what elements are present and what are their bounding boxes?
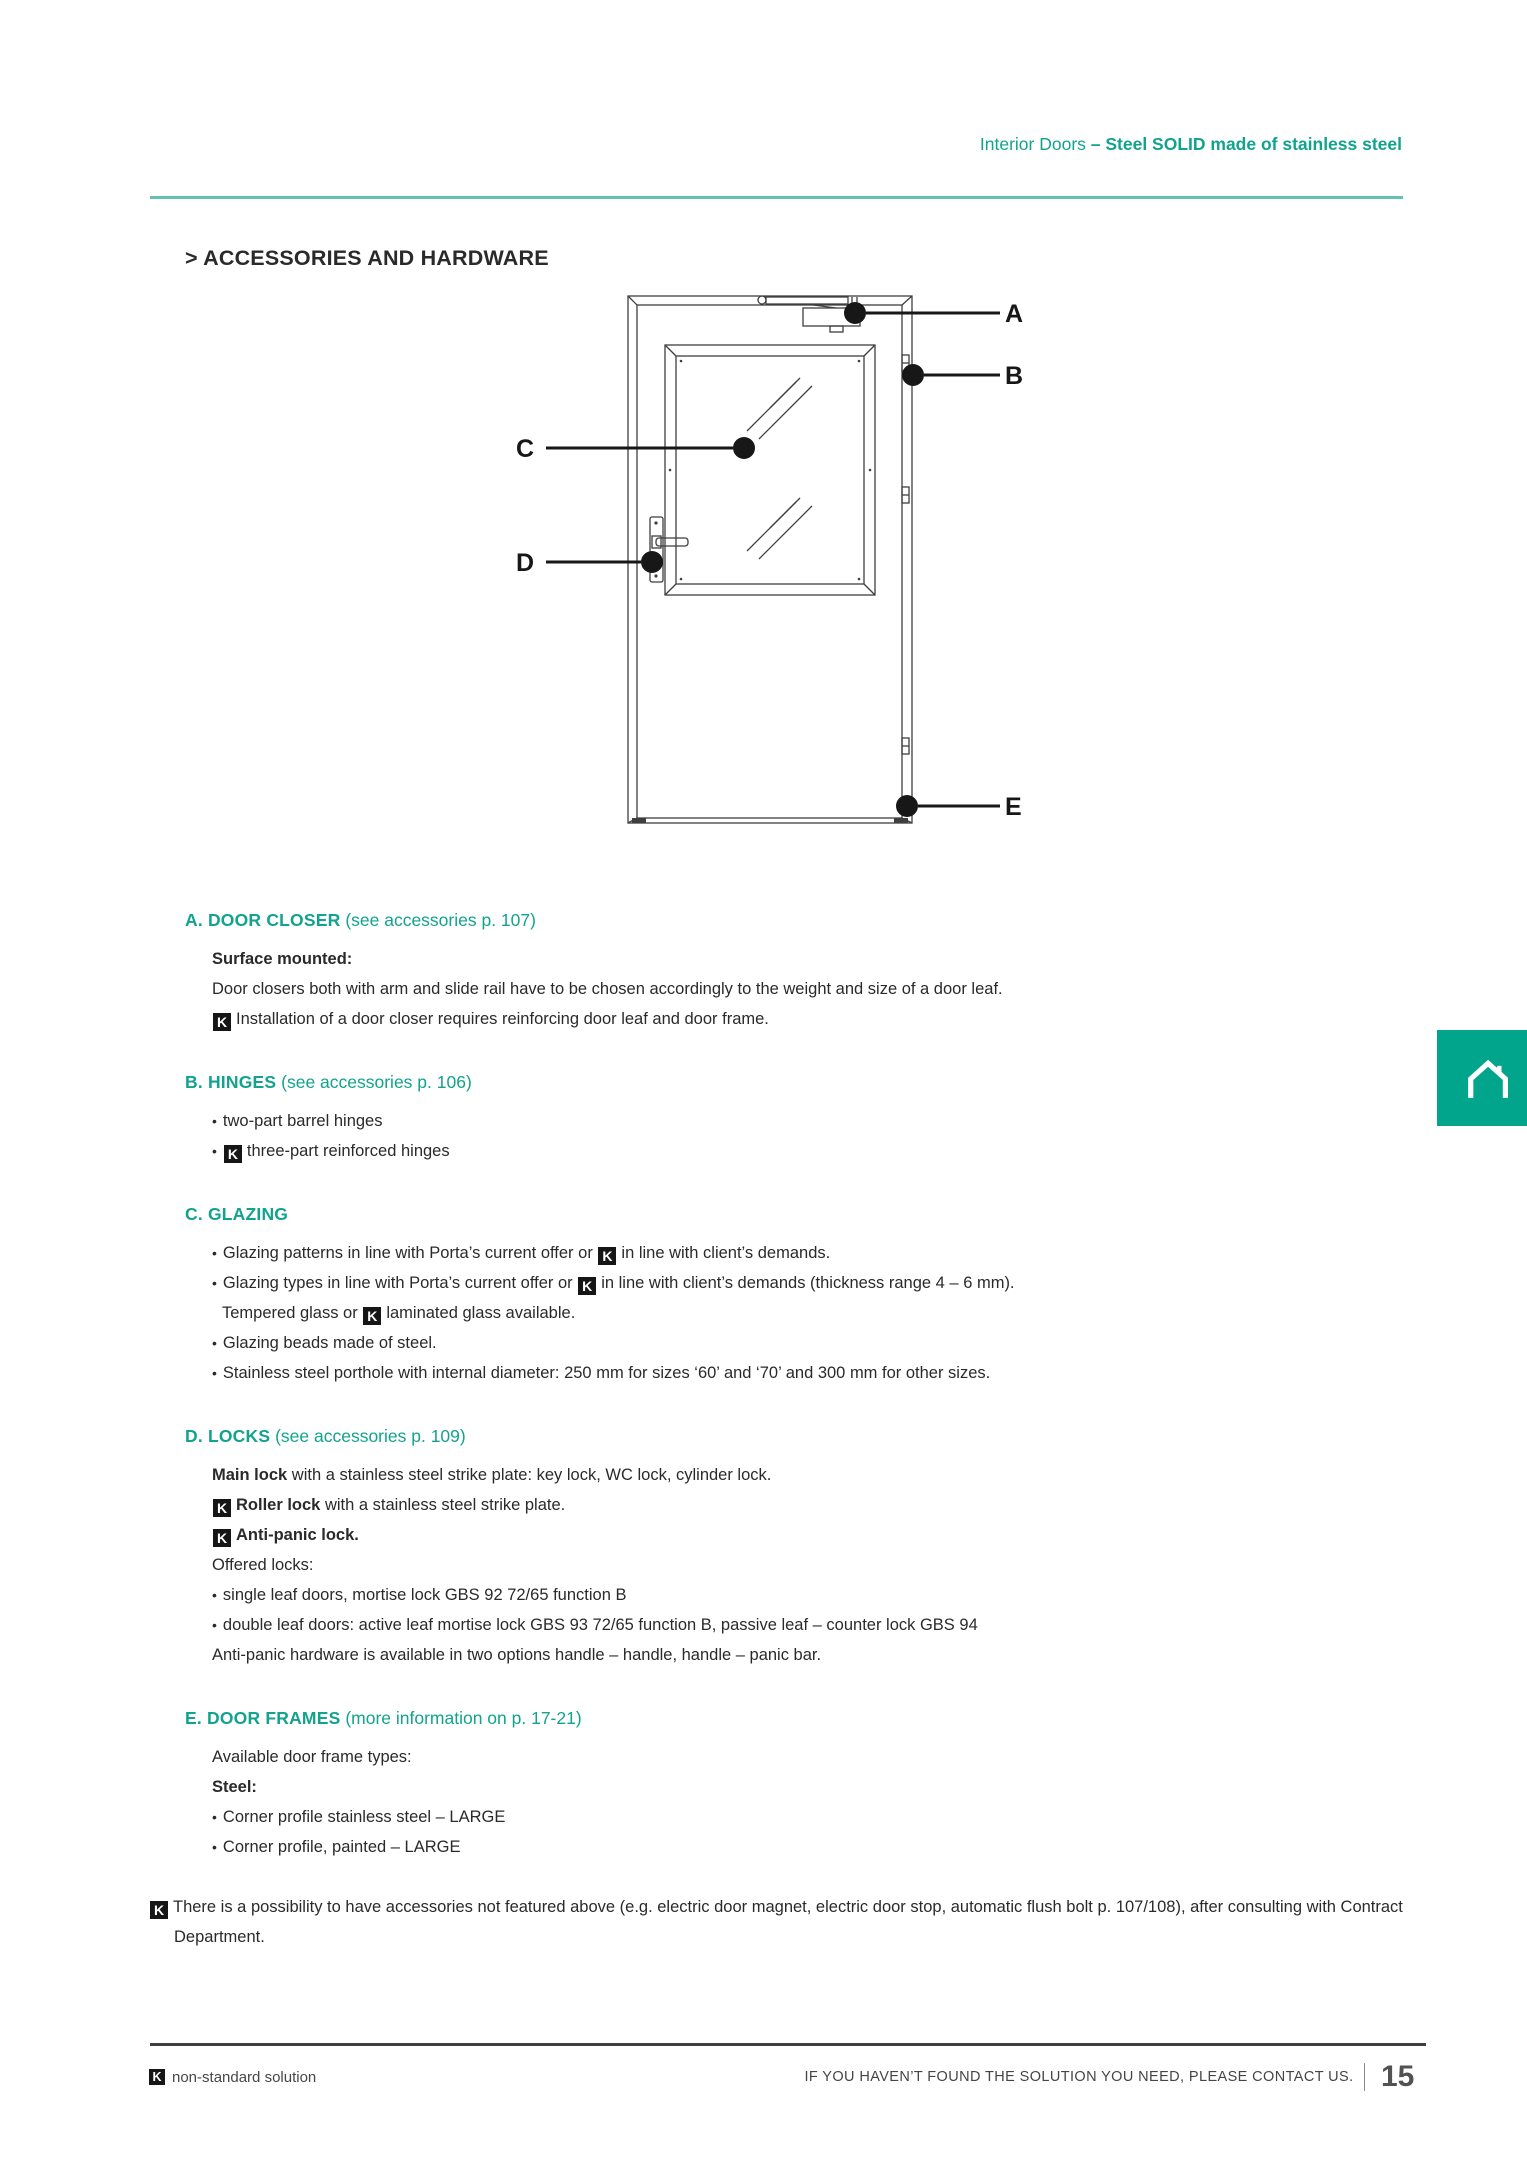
bullet-line [150,1328,1430,1358]
hinge-marks [902,355,909,754]
text-run: Anti-panic hardware is available in two options handle – handle, handle – panic bar. [212,1646,822,1664]
text-bold: Steel: [212,1778,257,1796]
text-line [150,944,1430,974]
section-heading [150,1202,1430,1226]
chapter-tab [1437,1030,1527,1126]
non-standard-k-icon: K [150,1901,168,1919]
section-heading-note: (see accessories p. 109) [270,1426,466,1446]
non-standard-k-icon: K [224,1145,242,1163]
text-line [150,1460,1430,1490]
text-run: with a stainless steel strike plate: key lock, WC lock, cylinder lock. [287,1466,772,1484]
non-standard-k-icon: K [149,2069,165,2085]
text-run: laminated glass available. [386,1304,576,1322]
text-run: three-part reinforced hinges [246,1142,450,1160]
text-run: Corner profile, painted – LARGE [222,1838,461,1856]
callout-label-a: A [1005,300,1024,328]
bullet-line [150,1358,1430,1388]
non-standard-k-icon: K [213,1529,231,1547]
text-run: Glazing patterns in line with Porta’s current offer or [222,1244,598,1262]
section-heading-title: E. DOOR FRAMES [185,1708,341,1728]
section [150,1424,1430,1670]
door-foot-left [632,818,646,823]
text-line [150,974,1430,1004]
text-run: Installation of a door closer requires reinforcing door leaf and door frame. [236,1010,769,1028]
header-rule [150,196,1403,199]
bullet-line [150,1580,1430,1610]
footer-legend-label: non-standard solution [172,2068,317,2086]
header-title-prefix: Interior Doors [979,134,1091,154]
text-run: Offered locks: [212,1556,314,1574]
text-run: Available door frame types: [212,1748,412,1766]
text-run: Door closers both with arm and slide rail have to be chosen accordingly to the weight and size of a door leaf. [212,980,1003,998]
callout-dot-b [902,364,924,386]
footer-contact-text: IF YOU HAVEN’T FOUND THE SOLUTION YOU NEED, PLEASE CONTACT US. [804,2069,1354,2085]
home-icon [1456,1052,1508,1104]
section-heading [150,908,1430,932]
callout-dots [641,302,924,817]
bullet-line [150,1106,1430,1136]
callout-dot-e [896,795,918,817]
text-bold: Anti-panic lock. [236,1526,359,1544]
text-line [150,1742,1430,1772]
section-heading-note: (more information on p. 17-21) [340,1708,582,1728]
bullet-line [150,1610,1430,1640]
callout-dot-a [844,302,866,324]
callout-label-c: C [516,435,535,463]
section-heading-title: A. DOOR CLOSER [185,910,341,930]
text-line [150,1298,1430,1328]
text-run: in line with client’s demands. [621,1244,831,1262]
callout-dot-d [641,551,663,573]
bullet-line [150,1802,1430,1832]
bullet-line [150,1238,1430,1268]
text-run: with a stainless steel strike plate. [320,1496,566,1514]
bullet-line [150,1136,1430,1166]
bullet-line [150,1832,1430,1862]
page-header-title [980,133,1402,155]
section-heading [150,1424,1430,1448]
page-number: 15 [1381,2060,1415,2093]
text-run: Tempered glass or [222,1304,363,1322]
callout-label-b: B [1005,362,1024,390]
section-heading-note: (see accessories p. 106) [276,1072,472,1092]
sections [150,908,1430,1898]
section-heading-title: D. LOCKS [185,1426,271,1446]
text-line [150,1640,1430,1670]
non-standard-k-icon: K [578,1277,596,1295]
door-foot-right [894,818,908,823]
text-line [150,1520,1430,1550]
section-heading [150,1070,1430,1094]
text-run: Corner profile stainless steel – LARGE [222,1808,506,1826]
callout-label-d: D [516,549,535,577]
door-outline [628,296,912,823]
text-line [150,1772,1430,1802]
non-standard-k-icon: K [213,1013,231,1031]
footer-divider [1364,2063,1366,2091]
text-line [150,1490,1430,1520]
section-heading-title: B. HINGES [185,1072,277,1092]
text-run: Stainless steel porthole with internal diameter: 250 mm for sizes ‘60’ and ‘70’ and 300 mm for other sizes. [222,1364,991,1382]
note-paragraph [150,1892,1445,1952]
text-run: double leaf doors: active leaf mortise lock GBS 93 72/65 function B, passive leaf – counter lock GBS 94 [222,1616,978,1634]
text-run: in line with client’s demands (thickness range 4 – 6 mm). [601,1274,1015,1292]
text-bold: Surface mounted: [212,950,353,968]
header-title-bold: – Steel SOLID made of stainless steel [1090,134,1402,154]
text-line [150,1004,1430,1034]
door-closer-rail [766,297,848,304]
section [150,1202,1430,1388]
callout-dot-c [733,437,755,459]
section [150,1706,1430,1862]
non-standard-k-icon: K [213,1499,231,1517]
door-diagram [500,280,1040,840]
section-heading-note: (see accessories p. 107) [340,910,536,930]
footer-contact [804,2058,1427,2096]
text-bold: Main lock [212,1466,288,1484]
section [150,908,1430,1034]
screw-dots [654,360,871,581]
section [150,1070,1430,1166]
callout-lines [546,313,1000,806]
text-run: two-part barrel hinges [222,1112,383,1130]
page-title: > ACCESSORIES AND HARDWARE [185,246,549,270]
non-standard-k-icon: K [598,1247,616,1265]
callout-label-e: E [1005,793,1022,821]
bullet-line [150,1268,1430,1298]
text-bold: Roller lock [236,1496,321,1514]
section-heading-title: C. GLAZING [185,1204,289,1224]
text-line [150,1550,1430,1580]
text-run: Glazing types in line with Porta’s current offer or [222,1274,578,1292]
section-heading [150,1706,1430,1730]
text-run: Glazing beads made of steel. [222,1334,437,1352]
non-standard-k-icon: K [363,1307,381,1325]
footer-rule [150,2043,1426,2046]
text-run: single leaf doors, mortise lock GBS 92 72/65 function B [222,1586,627,1604]
footer-legend [149,2064,316,2090]
text-run: There is a possibility to have accessories not featured above (e.g. electric door magnet, electric door stop, automatic flush bolt p. 107/108), after consulting with Contract Department. [173,1898,1403,1946]
